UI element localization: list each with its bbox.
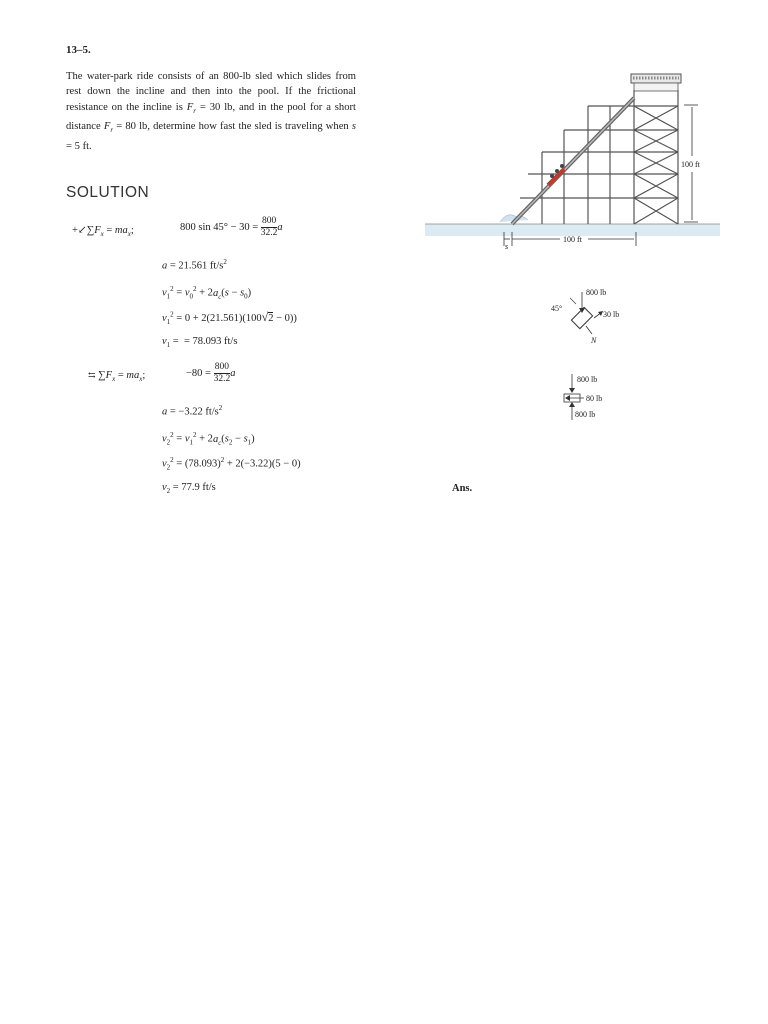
equation-label-incline: $+↙\sum F_x = ma_x$; xyxy=(72,225,134,239)
equation-kinematic-4: $v_2^2 = (78.093)^2 + 2(-3.22)(5 - 0)$ xyxy=(162,456,301,472)
fbd1-angle-label: 45° xyxy=(551,304,563,313)
equation-motion-incline: 800 sin 45° − 30 = $\frac{800}{32.2}$ a xyxy=(180,216,283,238)
s-label: s xyxy=(505,242,509,251)
problem-statement: The water-park ride consists of an 800-lb sled which slides from rest down the incline and then into the pool. If the frictional resistance on the incline is $F_r = 30$ lb, and in the pool for a short distance $F_r = 80$ lb, determine how fast the sled is traveling when s = 5 ft. xyxy=(66,71,356,152)
equation-label-pool: ⇆ $\sum F_x = ma_x$; xyxy=(88,370,146,384)
height-label: 100 ft xyxy=(681,160,700,169)
equation-kinematic-2: $v_1^2 = 0 + 2(21.561)(100√2 - 0)$) xyxy=(162,310,297,327)
solution-heading: SOLUTION xyxy=(66,184,150,201)
equation-accel-pool: a = −3.22 $ft/s^2$ xyxy=(162,404,223,418)
equation-kinematic-1: $v_1^2 = v_0^2 + 2a_c(s - s_0)$ xyxy=(162,285,252,301)
equation-kinematic-3: $v_2^2 = v_1^2 + 2a_c(s_2 - s_1)$ xyxy=(162,431,255,447)
fbd2-top-label: 800 lb xyxy=(577,375,598,384)
tower-scaffold xyxy=(520,90,678,224)
problem-number: 13–5. xyxy=(66,44,91,56)
fbd1-weight-label: 800 lb xyxy=(586,288,607,297)
equation-v2-result: $v_2 = 77.9$ ft/s xyxy=(162,482,216,496)
equation-v1: $v_1$ = = 78.093 ft/s xyxy=(162,336,238,350)
fbd2-friction-label: 80 lb xyxy=(586,394,603,403)
answer-mark: Ans. xyxy=(452,483,473,494)
free-body-diagram-pool xyxy=(556,368,636,428)
water-park-ride-figure xyxy=(420,60,720,260)
equation-motion-pool: −80 = $\frac{800}{32.2}$ a xyxy=(186,362,236,384)
free-body-diagram-incline xyxy=(540,280,660,350)
fbd1-friction-label: 30 lb xyxy=(603,310,620,319)
fbd2-bottom-label: 800 lb xyxy=(575,410,596,419)
fbd1-normal-label: N xyxy=(591,336,597,345)
equation-accel-incline: a = 21.561 $ft/s^2$ xyxy=(162,258,227,272)
width-label: 100 ft xyxy=(563,235,582,244)
normal-arrow xyxy=(586,326,592,334)
